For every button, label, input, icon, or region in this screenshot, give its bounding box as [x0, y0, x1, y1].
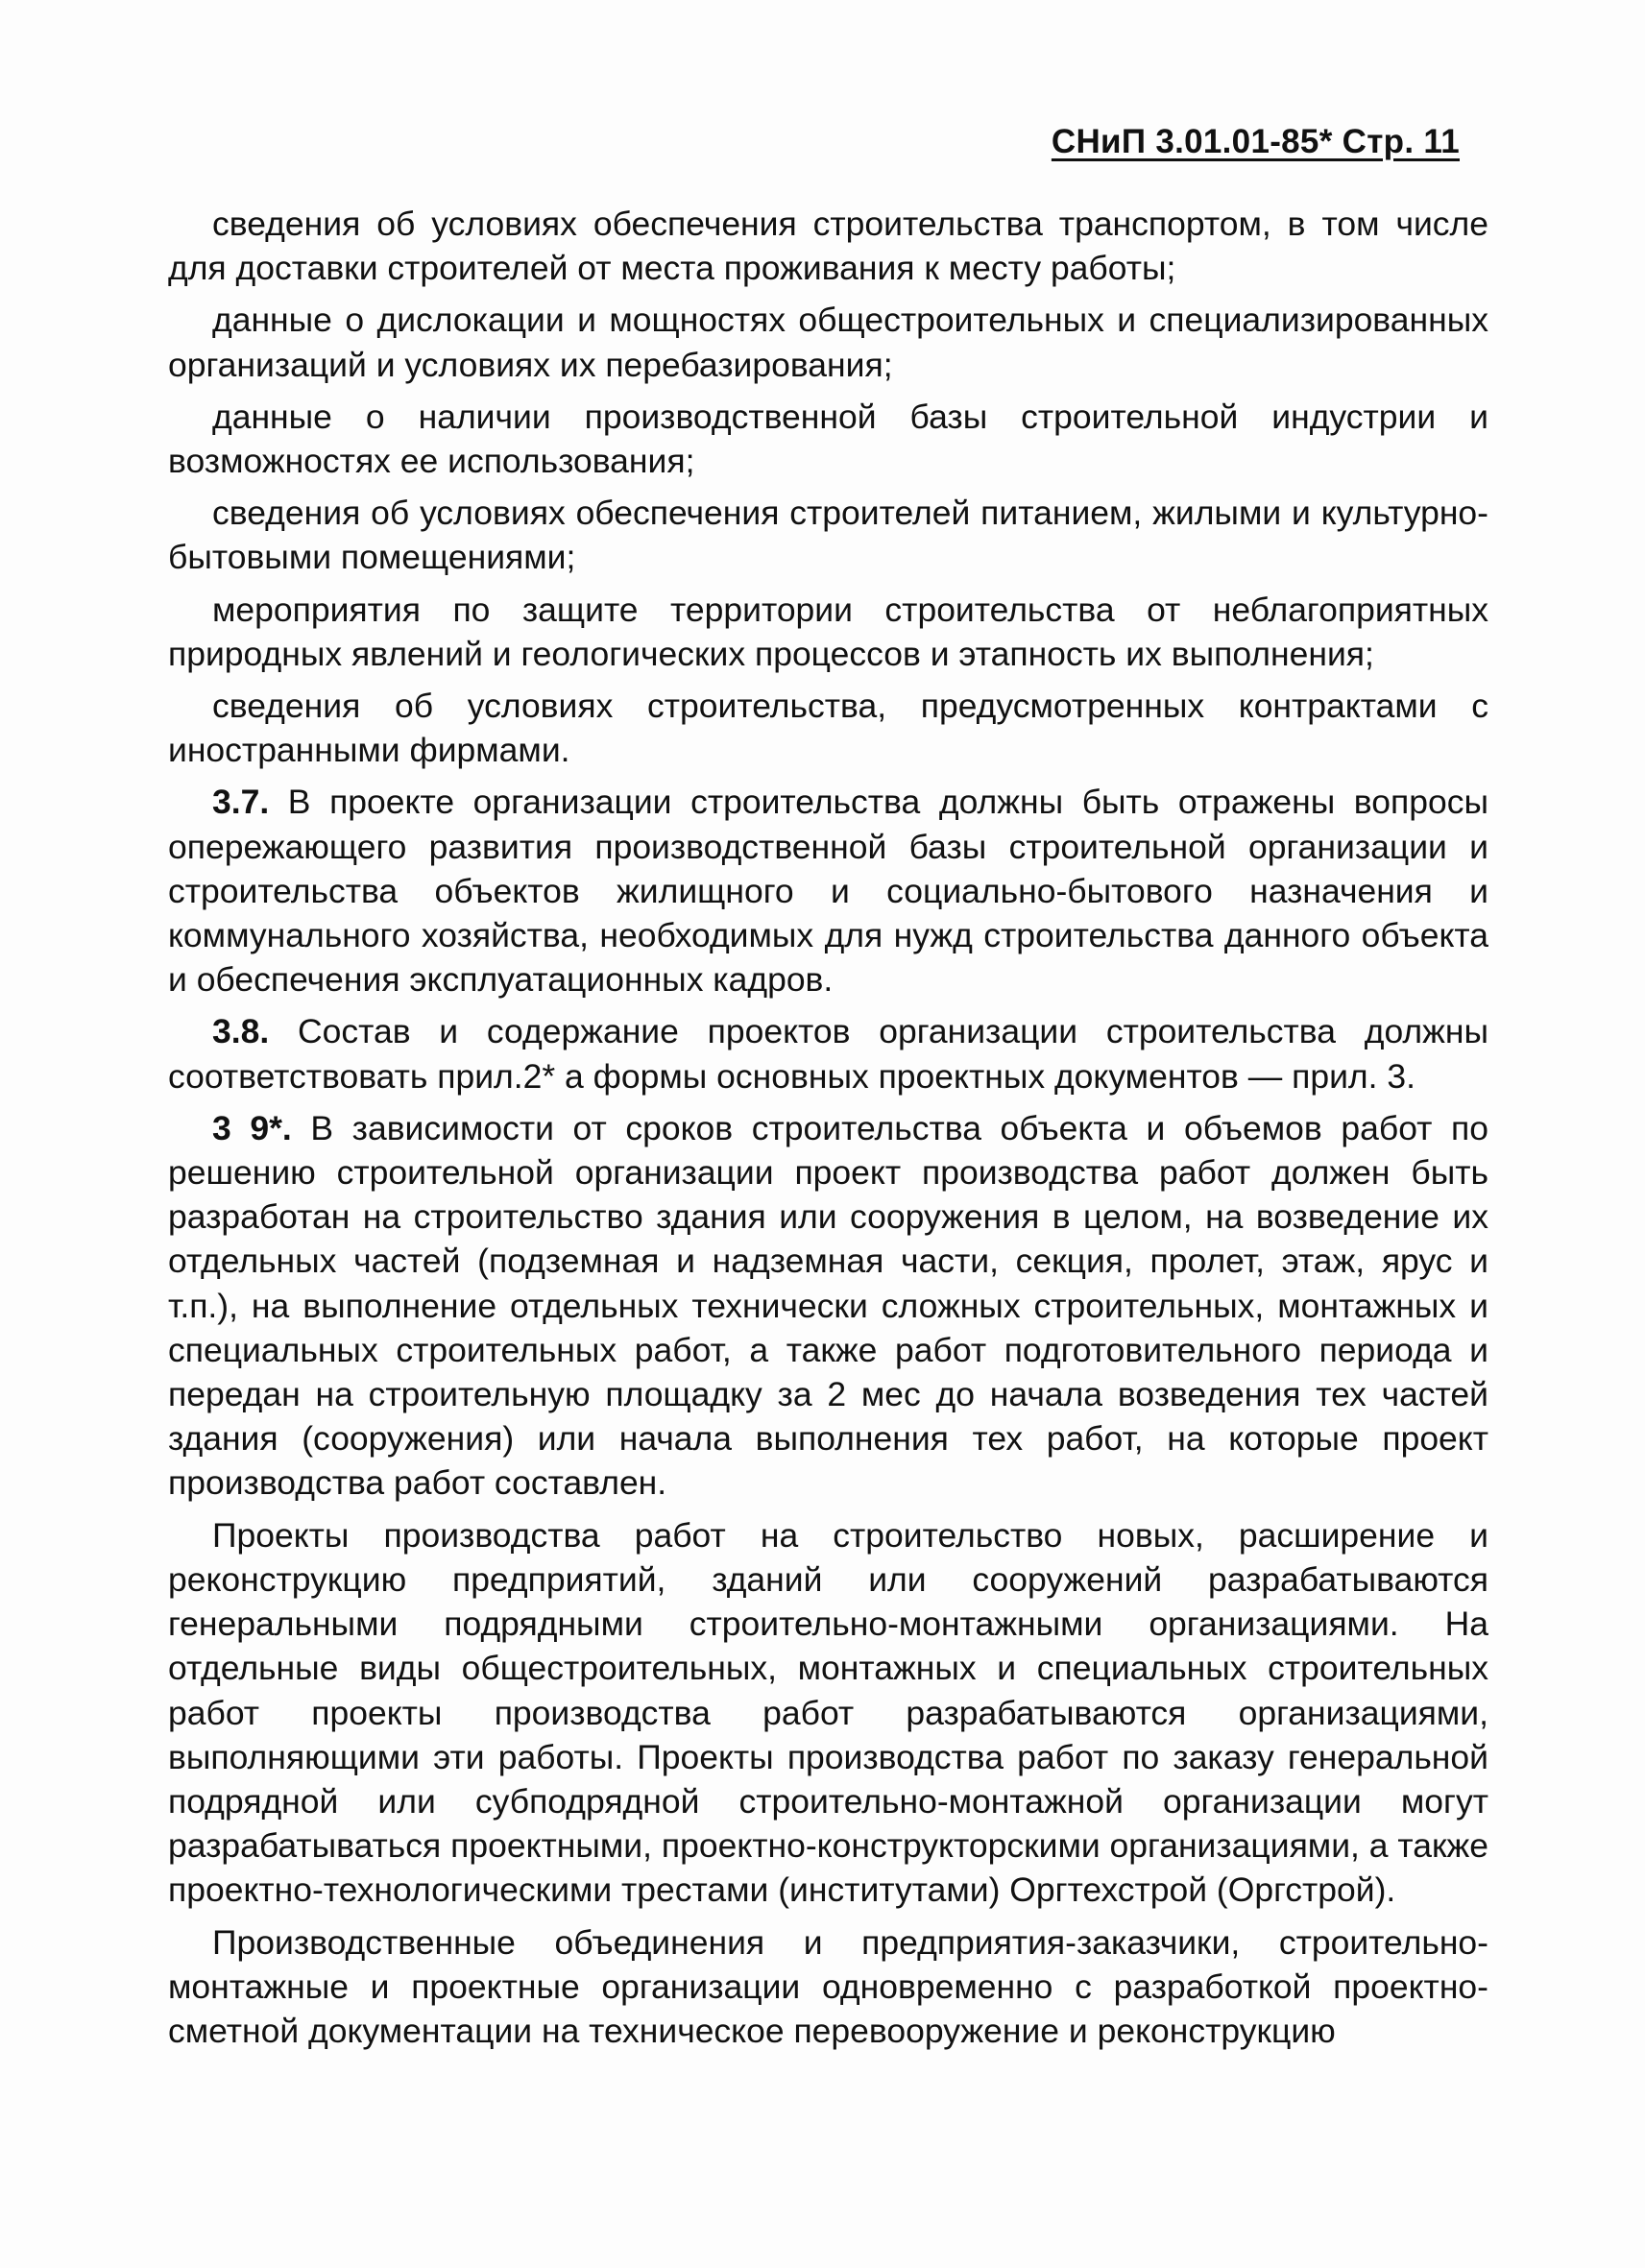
- paragraph: [168, 202, 1488, 290]
- paragraph-text: сведения об условиях обеспечения строительства транспортом, в том числе для доставки строителей от места проживания к месту работы;: [168, 205, 1488, 288]
- paragraph: [168, 298, 1488, 386]
- paragraph: [168, 395, 1488, 483]
- paragraph: [168, 1513, 1488, 1913]
- paragraph: [168, 684, 1488, 772]
- paragraph: [168, 1920, 1488, 2054]
- page-header: СНиП 3.01.01-85* Стр. 11: [1051, 123, 1460, 160]
- paragraph: [168, 1106, 1488, 1506]
- paragraph: [168, 780, 1488, 1001]
- paragraph-text: Проекты производства работ на строительство новых, расширение и реконструкцию предприятий, зданий или сооружений разрабатываются генеральными подрядными строительно-монтажными организациями. На отдельные виды общестроительных, монтажных и специальных строительных работ проекты производства работ разрабатываются организациями, выполняющими эти работы. Проекты производства работ по заказу генеральной подрядной или субподрядной строительно-монтажной организации могут разрабатываться проектными, проектно-конструкторскими организациями, а также проектно-технологическими трестами (институтами) Оргтехстрой (Оргстрой).: [168, 1515, 1488, 1910]
- paragraph-text: В проекте организации строительства должны быть отражены вопросы опережающего развития производственной базы строительной организации и строительства объектов жилищного и социально-бытового назначения и коммунального хозяйства, необходимых для нужд строительства данного объекта и обеспечения эксплуатационных кадров.: [168, 783, 1488, 1000]
- clause-number: 3.8.: [212, 1012, 270, 1051]
- paragraph-text: данные о дислокации и мощностях общестроительных и специализированных организаций и условиях их перебазирования;: [168, 301, 1488, 384]
- paragraph-text: мероприятия по защите территории строительства от неблагоприятных природных явлений и геологических процессов и этапность их выполнения;: [168, 590, 1488, 673]
- paragraph-text: сведения об условиях строительства, предусмотренных контрактами с иностранными фирмами.: [168, 687, 1488, 770]
- body-text: [168, 202, 1488, 2061]
- paragraph-text: данные о наличии производственной базы строительной индустрии и возможностях ее использования;: [168, 397, 1488, 481]
- paragraph: [168, 491, 1488, 579]
- paragraph: [168, 1009, 1488, 1098]
- paragraph: [168, 588, 1488, 676]
- paragraph-text: Производственные объединения и предприятия-заказчики, строительно-монтажные и проектные организации одновременно с разработкой проектно-сметной документации на техническое перевооружение и реконструкцию: [168, 1922, 1488, 2050]
- paragraph-text: В зависимости от сроков строительства объекта и объемов работ по решению строительной организации проект производства работ должен быть разработан на строительство здания или сооружения в целом, на возведение их отдельных частей (подземная и надземная части, секция, пролет, этаж, ярус и т.п.), на выполнение отдельных технически сложных строительных, монтажных и специальных строительных работ, а также работ подготовительного периода и передан на строительную площадку за 2 мес до начала возведения тех частей здания (сооружения) или начала выполнения тех работ, на которые проект производства работ составлен.: [168, 1108, 1489, 1503]
- clause-number: 3 9*.: [212, 1108, 292, 1147]
- clause-number: 3.7.: [212, 783, 270, 822]
- paragraph-text: Состав и содержание проектов организации строительства должны соответствовать прил.2* а формы основных проектных документов — прил. 3.: [168, 1012, 1488, 1096]
- paragraph-text: сведения об условиях обеспечения строителей питанием, жилыми и культурно-бытовыми помещениями;: [168, 494, 1488, 577]
